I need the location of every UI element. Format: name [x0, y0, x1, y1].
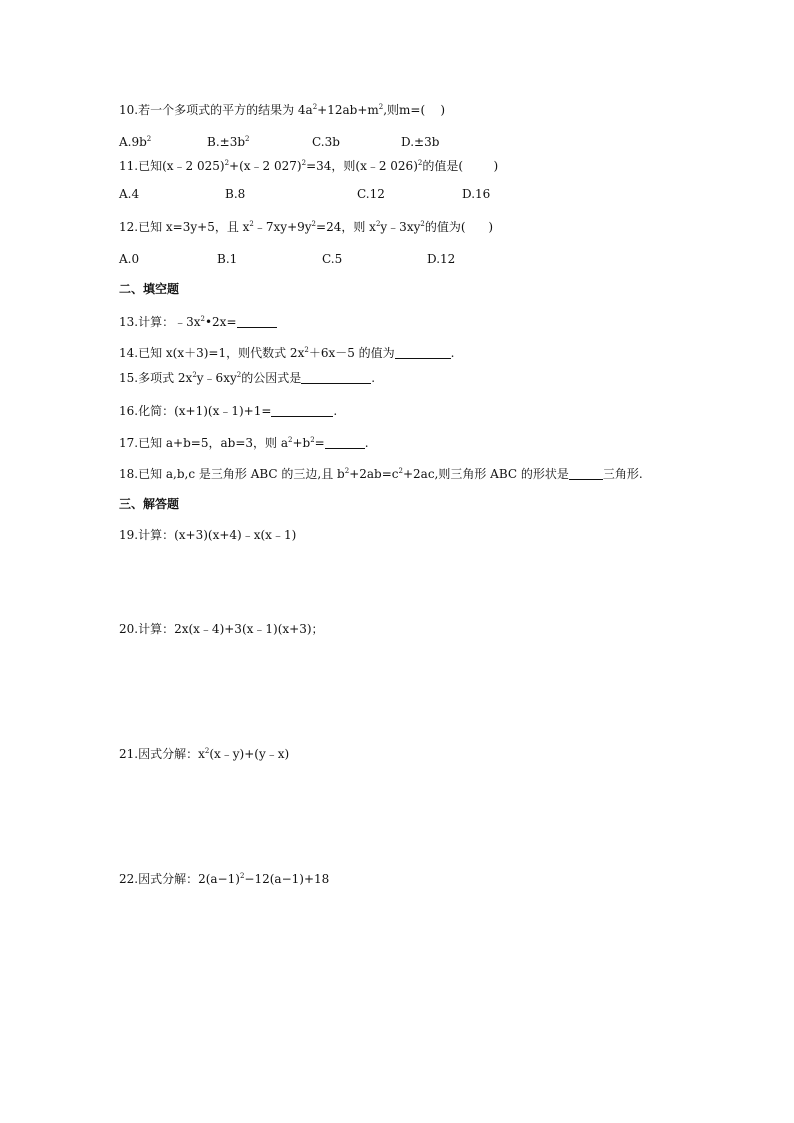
q12-option-a: A.0 — [119, 252, 140, 266]
q11-option-a: A.4 — [119, 187, 140, 201]
q10-text: ,则m=( ) — [383, 103, 446, 117]
q10-text: 10.若一个多项式的平方的结果为 4a — [119, 103, 313, 117]
question-15: 15.多项式 $2x^2y﹣6xy^2$的公因式是 . — [119, 371, 376, 385]
section-heading-answer: 三、解答题 — [119, 497, 180, 511]
question-18: 18.已知 a,b,c 是三角形 ABC 的三边,且 $b^2+2ab=c^2+2ac$,则三角形 ABC 的形状是 三角形. — [119, 467, 643, 481]
question-22: 22.因式分解：$2(a-1)^2-12(a-1)+18$ — [119, 872, 330, 886]
question-10 — [119, 102, 445, 118]
question-11: 11.已知(x﹣2 025)$^2$+(x﹣2 027)$^2$=34，则(x﹣2 026)$^2$的值是( ) — [119, 159, 499, 173]
superscript: 2 — [378, 103, 384, 111]
answer-blank[interactable] — [569, 467, 603, 480]
answer-blank[interactable] — [237, 315, 277, 328]
q12-option-d: D.12 — [427, 252, 456, 266]
question-16: 16.化简：(x+1)(x﹣1)+1= . — [119, 404, 338, 418]
question-14: 14.已知 x(x＋3)=1，则代数式 $2x^2+6x-5$ 的值为 . — [119, 346, 455, 360]
answer-blank[interactable] — [325, 436, 365, 449]
superscript: 2 — [312, 103, 318, 111]
q10-option-d: D.±3b — [401, 135, 440, 149]
q10-option-a: $A.9b^2$ — [119, 135, 152, 149]
question-20: 20.计算：2x(x﹣4)+3(x﹣1)(x+3)； — [119, 622, 324, 636]
q10-option-b: $B.\pm 3b^2$ — [207, 135, 250, 149]
answer-blank[interactable] — [301, 371, 371, 384]
q12-option-c: C.5 — [322, 252, 343, 266]
question-13: 13.计算：$﹣3x^2•2x=$ — [119, 314, 277, 330]
question-21: 21.因式分解：$x^2(x﹣y)+(y﹣x)$ — [119, 747, 290, 761]
section-heading-fill-in: 二、填空题 — [119, 282, 180, 296]
answer-blank[interactable] — [271, 404, 333, 417]
q11-option-d: D.16 — [462, 187, 491, 201]
q11-option-b: B.8 — [225, 187, 246, 201]
q11-option-c: C.12 — [357, 187, 385, 201]
q12-option-b: B.1 — [217, 252, 238, 266]
question-19: 19.计算：(x+3)(x+4)﹣x(x﹣1) — [119, 528, 297, 542]
q10-text: +12ab+m — [317, 103, 379, 117]
q10-option-c: C.3b — [312, 135, 340, 149]
question-17: 17.已知 a+b=5，ab=3，则 $a^2+b^2=$ . — [119, 436, 369, 450]
answer-blank[interactable] — [395, 346, 451, 359]
question-12: 12.已知 x=3y+5，且 $x^2﹣7xy+9y^2=24$，则 $x^2y﹣3xy^2$的值为( ) — [119, 220, 494, 234]
